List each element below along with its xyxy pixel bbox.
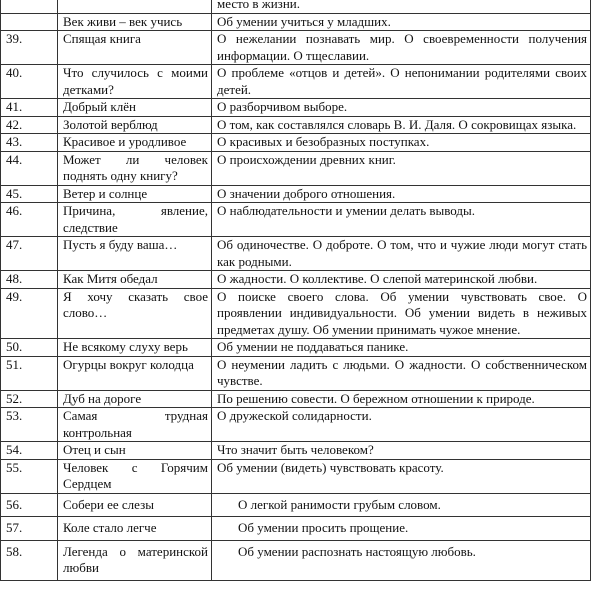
story-title: Дуб на дороге <box>58 390 212 408</box>
row-number: 40. <box>1 65 58 99</box>
table-row <box>1 493 591 517</box>
row-number: 43. <box>1 134 58 152</box>
story-title: Огурцы вокруг колодца <box>58 356 212 390</box>
story-theme: Об одиночестве. О доброте. О том, что и чужие люди могут стать как родными. <box>212 237 591 271</box>
table-row <box>1 517 591 541</box>
story-title: Ветер и солнце <box>58 185 212 203</box>
row-number: 52. <box>1 390 58 408</box>
table-row <box>1 116 591 134</box>
row-number: 45. <box>1 185 58 203</box>
row-number: 57. <box>1 517 58 541</box>
story-theme: О наблюдательности и умении делать выводы. <box>212 203 591 237</box>
story-theme: О проблеме «отцов и детей». О непонимании родителями своих детей. <box>212 65 591 99</box>
story-title: Причина, явление, следствие <box>58 203 212 237</box>
story-title: Человек с Горячим Сердцем <box>58 459 212 493</box>
story-title: Добрый клён <box>58 99 212 117</box>
story-theme: О происхождении древних книг. <box>212 151 591 185</box>
story-theme: Что значит быть человеком? <box>212 442 591 460</box>
row-number: 51. <box>1 356 58 390</box>
row-number: 49. <box>1 288 58 339</box>
story-theme: О красивых и безобразных поступках. <box>212 134 591 152</box>
story-title: Отец и сын <box>58 442 212 460</box>
story-theme: Об умении распознать настоящую любовь. <box>212 540 591 580</box>
table-row <box>1 442 591 460</box>
story-theme: О том, как составлялся словарь В. И. Даля. О сокровищах языка. <box>212 116 591 134</box>
story-theme: Об умении (видеть) чувствовать красоту. <box>212 459 591 493</box>
row-number: 42. <box>1 116 58 134</box>
story-theme: Об умении учиться у младших. <box>212 13 591 31</box>
story-title: Красивое и уродливое <box>58 134 212 152</box>
story-title: Может ли человек поднять одну книгу? <box>58 151 212 185</box>
table-row <box>1 185 591 203</box>
table-row <box>1 271 591 289</box>
story-theme: О поиске своего слова. Об умении чувствовать свое. О проявлении индивидуальности. Об умении видеть в неживых предметах душу. Об умении принимать чужое мнение. <box>212 288 591 339</box>
table-row <box>1 390 591 408</box>
story-title: Спящая книга <box>58 31 212 65</box>
story-title: Как Митя обедал <box>58 271 212 289</box>
table-row <box>1 356 591 390</box>
table-row <box>1 99 591 117</box>
story-title <box>58 0 212 13</box>
story-title: Коле стало легче <box>58 517 212 541</box>
table-row <box>1 31 591 65</box>
story-theme: О нежелании познавать мир. О своевременности получения информации. О тщеславии. <box>212 31 591 65</box>
row-number: 54. <box>1 442 58 460</box>
row-number: 55. <box>1 459 58 493</box>
table-row <box>1 339 591 357</box>
row-number: 48. <box>1 271 58 289</box>
story-title: Легенда о материнской любви <box>58 540 212 580</box>
table-row <box>1 288 591 339</box>
story-title: Что случилось с моими детками? <box>58 65 212 99</box>
story-theme: Об умении не поддаваться панике. <box>212 339 591 357</box>
table-row <box>1 237 591 271</box>
story-theme: О легкой ранимости грубым словом. <box>212 493 591 517</box>
table-row <box>1 203 591 237</box>
row-number: 47. <box>1 237 58 271</box>
story-title: Собери ее слезы <box>58 493 212 517</box>
story-title: Золотой верблюд <box>58 116 212 134</box>
table-row <box>1 134 591 152</box>
row-number: 39. <box>1 31 58 65</box>
table-row <box>1 408 591 442</box>
story-title: Не всякому слуху верь <box>58 339 212 357</box>
story-theme: О разборчивом выборе. <box>212 99 591 117</box>
row-number: 58. <box>1 540 58 580</box>
row-number: 53. <box>1 408 58 442</box>
row-number <box>1 13 58 31</box>
story-theme: О жадности. О коллективе. О слепой материнской любви. <box>212 271 591 289</box>
story-title: Пусть я буду ваша… <box>58 237 212 271</box>
row-number: 46. <box>1 203 58 237</box>
table-row <box>1 459 591 493</box>
story-title: Век живи – век учись <box>58 13 212 31</box>
story-theme: место в жизни. <box>212 0 591 13</box>
story-theme: О неумении ладить с людьми. О жадности. О собственническом чувстве. <box>212 356 591 390</box>
row-number <box>1 0 58 13</box>
table-row <box>1 151 591 185</box>
row-number: 50. <box>1 339 58 357</box>
table-row <box>1 540 591 580</box>
story-theme: Об умении просить прощение. <box>212 517 591 541</box>
table-row <box>1 65 591 99</box>
table-row <box>1 13 591 31</box>
story-title: Самая трудная контрольная <box>58 408 212 442</box>
row-number: 41. <box>1 99 58 117</box>
story-theme: По решению совести. О бережном отношении к природе. <box>212 390 591 408</box>
story-theme: О дружеской солидарности. <box>212 408 591 442</box>
story-theme: О значении доброго отношения. <box>212 185 591 203</box>
row-number: 44. <box>1 151 58 185</box>
table-row <box>1 0 591 13</box>
row-number: 56. <box>1 493 58 517</box>
story-title: Я хочу сказать свое слово… <box>58 288 212 339</box>
